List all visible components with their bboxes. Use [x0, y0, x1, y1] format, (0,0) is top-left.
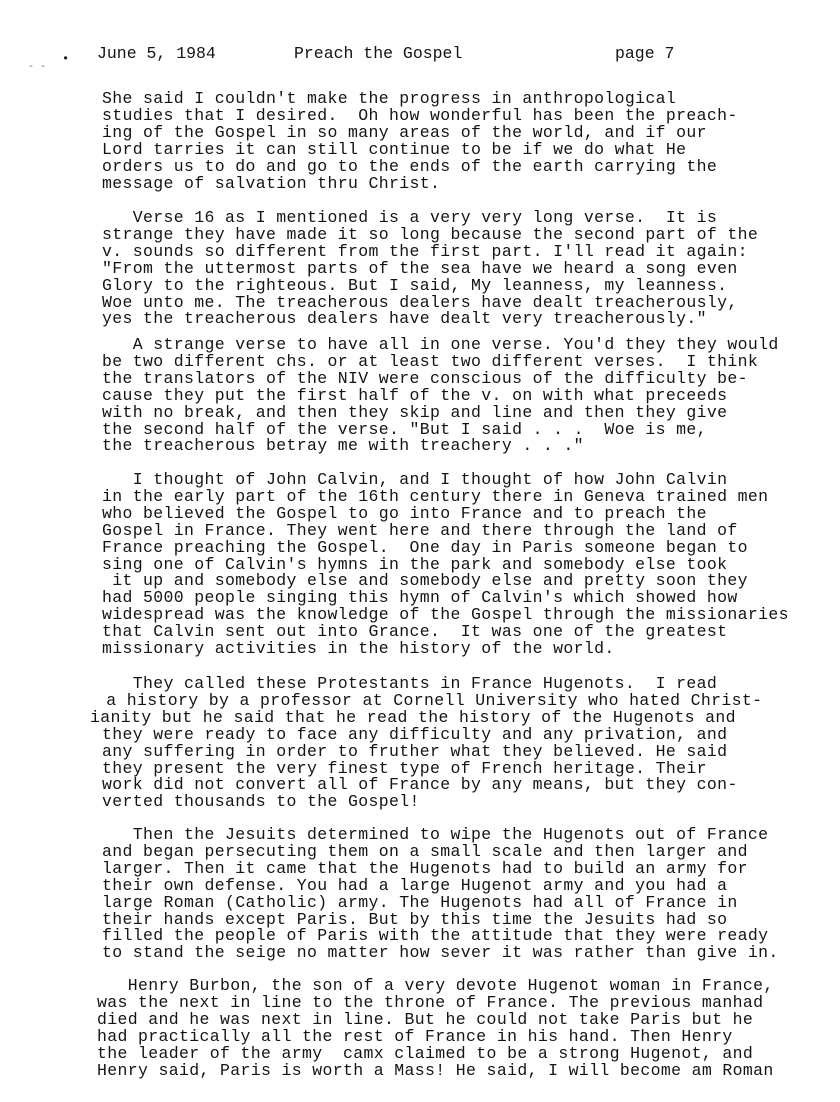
text-line: be two different chs. or at least two different verses. I think — [102, 351, 759, 371]
text-line: in the early part of the 16th century there in Geneva trained men — [102, 486, 769, 506]
margin-tick: - - — [28, 62, 47, 73]
text-line: work did not convert all of France by any means, but they con- — [102, 775, 738, 795]
text-line: they were ready to face any difficulty and any privation, and — [102, 724, 728, 744]
text-line: She said I couldn't make the progress in anthropological — [102, 89, 677, 108]
text-line: sing one of Calvin's hymns in the park and somebody else took — [102, 554, 728, 574]
text-line: was the next in line to the throne of France. The previous manhad — [97, 992, 764, 1012]
text-line: A strange verse to have all in one verse. You'd they they would — [102, 335, 779, 354]
text-line: studies that I desired. Oh how wonderful has been the preach- — [102, 105, 738, 125]
text-line: it up and somebody else and somebody else and pretty soon they — [102, 571, 748, 591]
margin-mark: • — [62, 52, 70, 66]
text-line: who believed the Gospel to go into France and to preach the — [102, 503, 707, 523]
text-line: a history by a professor at Cornell University who hated Christ- — [96, 690, 763, 710]
text-line: widespread was the knowledge of the Gospel through the missionaries — [102, 605, 789, 625]
text-line: Glory to the righteous. But I said, My leanness, my leanness. — [102, 275, 728, 295]
text-line: the second half of the verse. "But I said . . . Woe is me, — [102, 419, 707, 439]
text-line: ianity but he said that he read the history of the Hugenots and — [90, 707, 736, 727]
text-line: cause they put the first half of the v. on with what preceeds — [102, 385, 728, 405]
header-page-number: page 7 — [615, 44, 675, 63]
header-date: June 5, 1984 — [97, 44, 216, 63]
text-line: that Calvin sent out into Grance. It was one of the greatest — [102, 622, 728, 642]
text-line: strange they have made it so long because the second part of the — [102, 224, 759, 244]
text-line: orders us to do and go to the ends of the earth carrying the — [102, 156, 718, 176]
text-line: their own defense. You had a large Hugenot army and you had a — [102, 875, 728, 895]
text-line: died and he was next in line. But he could not take Paris but he — [97, 1009, 754, 1029]
text-line: and began persecuting them on a small scale and then larger and — [102, 841, 748, 861]
text-line: the leader of the army camx claimed to be a strong Hugenot, and — [97, 1043, 754, 1063]
text-line: Henry said, Paris is worth a Mass! He said, I will become am Roman — [97, 1060, 774, 1080]
text-line: Then the Jesuits determined to wipe the Hugenots out of France — [102, 825, 769, 844]
text-line: yes the treacherous dealers have dealt very treacherously." — [102, 309, 707, 329]
text-line: verted thousands to the Gospel! — [102, 792, 420, 812]
text-line: large Roman (Catholic) army. The Hugenots had all of France in — [102, 892, 738, 912]
text-line: v. sounds so different from the first part. I'll read it again: — [102, 241, 748, 261]
text-line: I thought of John Calvin, and I thought of how John Calvin — [102, 470, 728, 489]
text-line: "From the uttermost parts of the sea have we heard a song even — [102, 258, 738, 278]
text-line: with no break, and then they skip and line and then they give — [102, 402, 728, 422]
text-line: to stand the seige no matter how sever it was rather than give in. — [102, 943, 779, 963]
text-line: Woe unto me. The treacherous dealers have dealt treacherously, — [102, 292, 738, 312]
text-line: missionary activities in the history of the world. — [102, 639, 615, 658]
header-title: Preach the Gospel — [294, 44, 463, 63]
text-line: they present the very finest type of French heritage. Their — [102, 758, 707, 778]
text-line: They called these Protestants in France Hugenots. I read — [102, 674, 718, 693]
text-line: France preaching the Gospel. One day in Paris someone began to — [102, 537, 748, 557]
text-line: had 5000 people singing this hymn of Calvin's which showed how — [102, 588, 738, 608]
text-line: ing of the Gospel in so many areas of the world, and if our — [102, 122, 707, 142]
text-line: the treacherous betray me with treachery . . ." — [102, 436, 584, 456]
text-line: filled the people of Paris with the attitude that they were ready — [102, 926, 769, 946]
text-line: the translators of the NIV were conscious of the difficulty be- — [102, 368, 748, 388]
text-line: Gospel in France. They went here and there through the land of — [102, 520, 738, 540]
text-line: larger. Then it came that the Hugenots had to build an army for — [102, 858, 748, 878]
text-line: their hands except Paris. But by this time the Jesuits had so — [102, 909, 728, 929]
text-line: Henry Burbon, the son of a very devote Hugenot woman in France, — [97, 976, 774, 995]
text-line: any suffering in order to fruther what they believed. He said — [102, 741, 728, 761]
text-line: message of salvation thru Christ. — [102, 173, 441, 193]
text-line: Verse 16 as I mentioned is a very very long verse. It is — [102, 208, 718, 227]
text-line: Lord tarries it can still continue to be if we do what He — [102, 139, 687, 159]
text-line: had practically all the rest of France in his hand. Then Henry — [97, 1026, 733, 1046]
